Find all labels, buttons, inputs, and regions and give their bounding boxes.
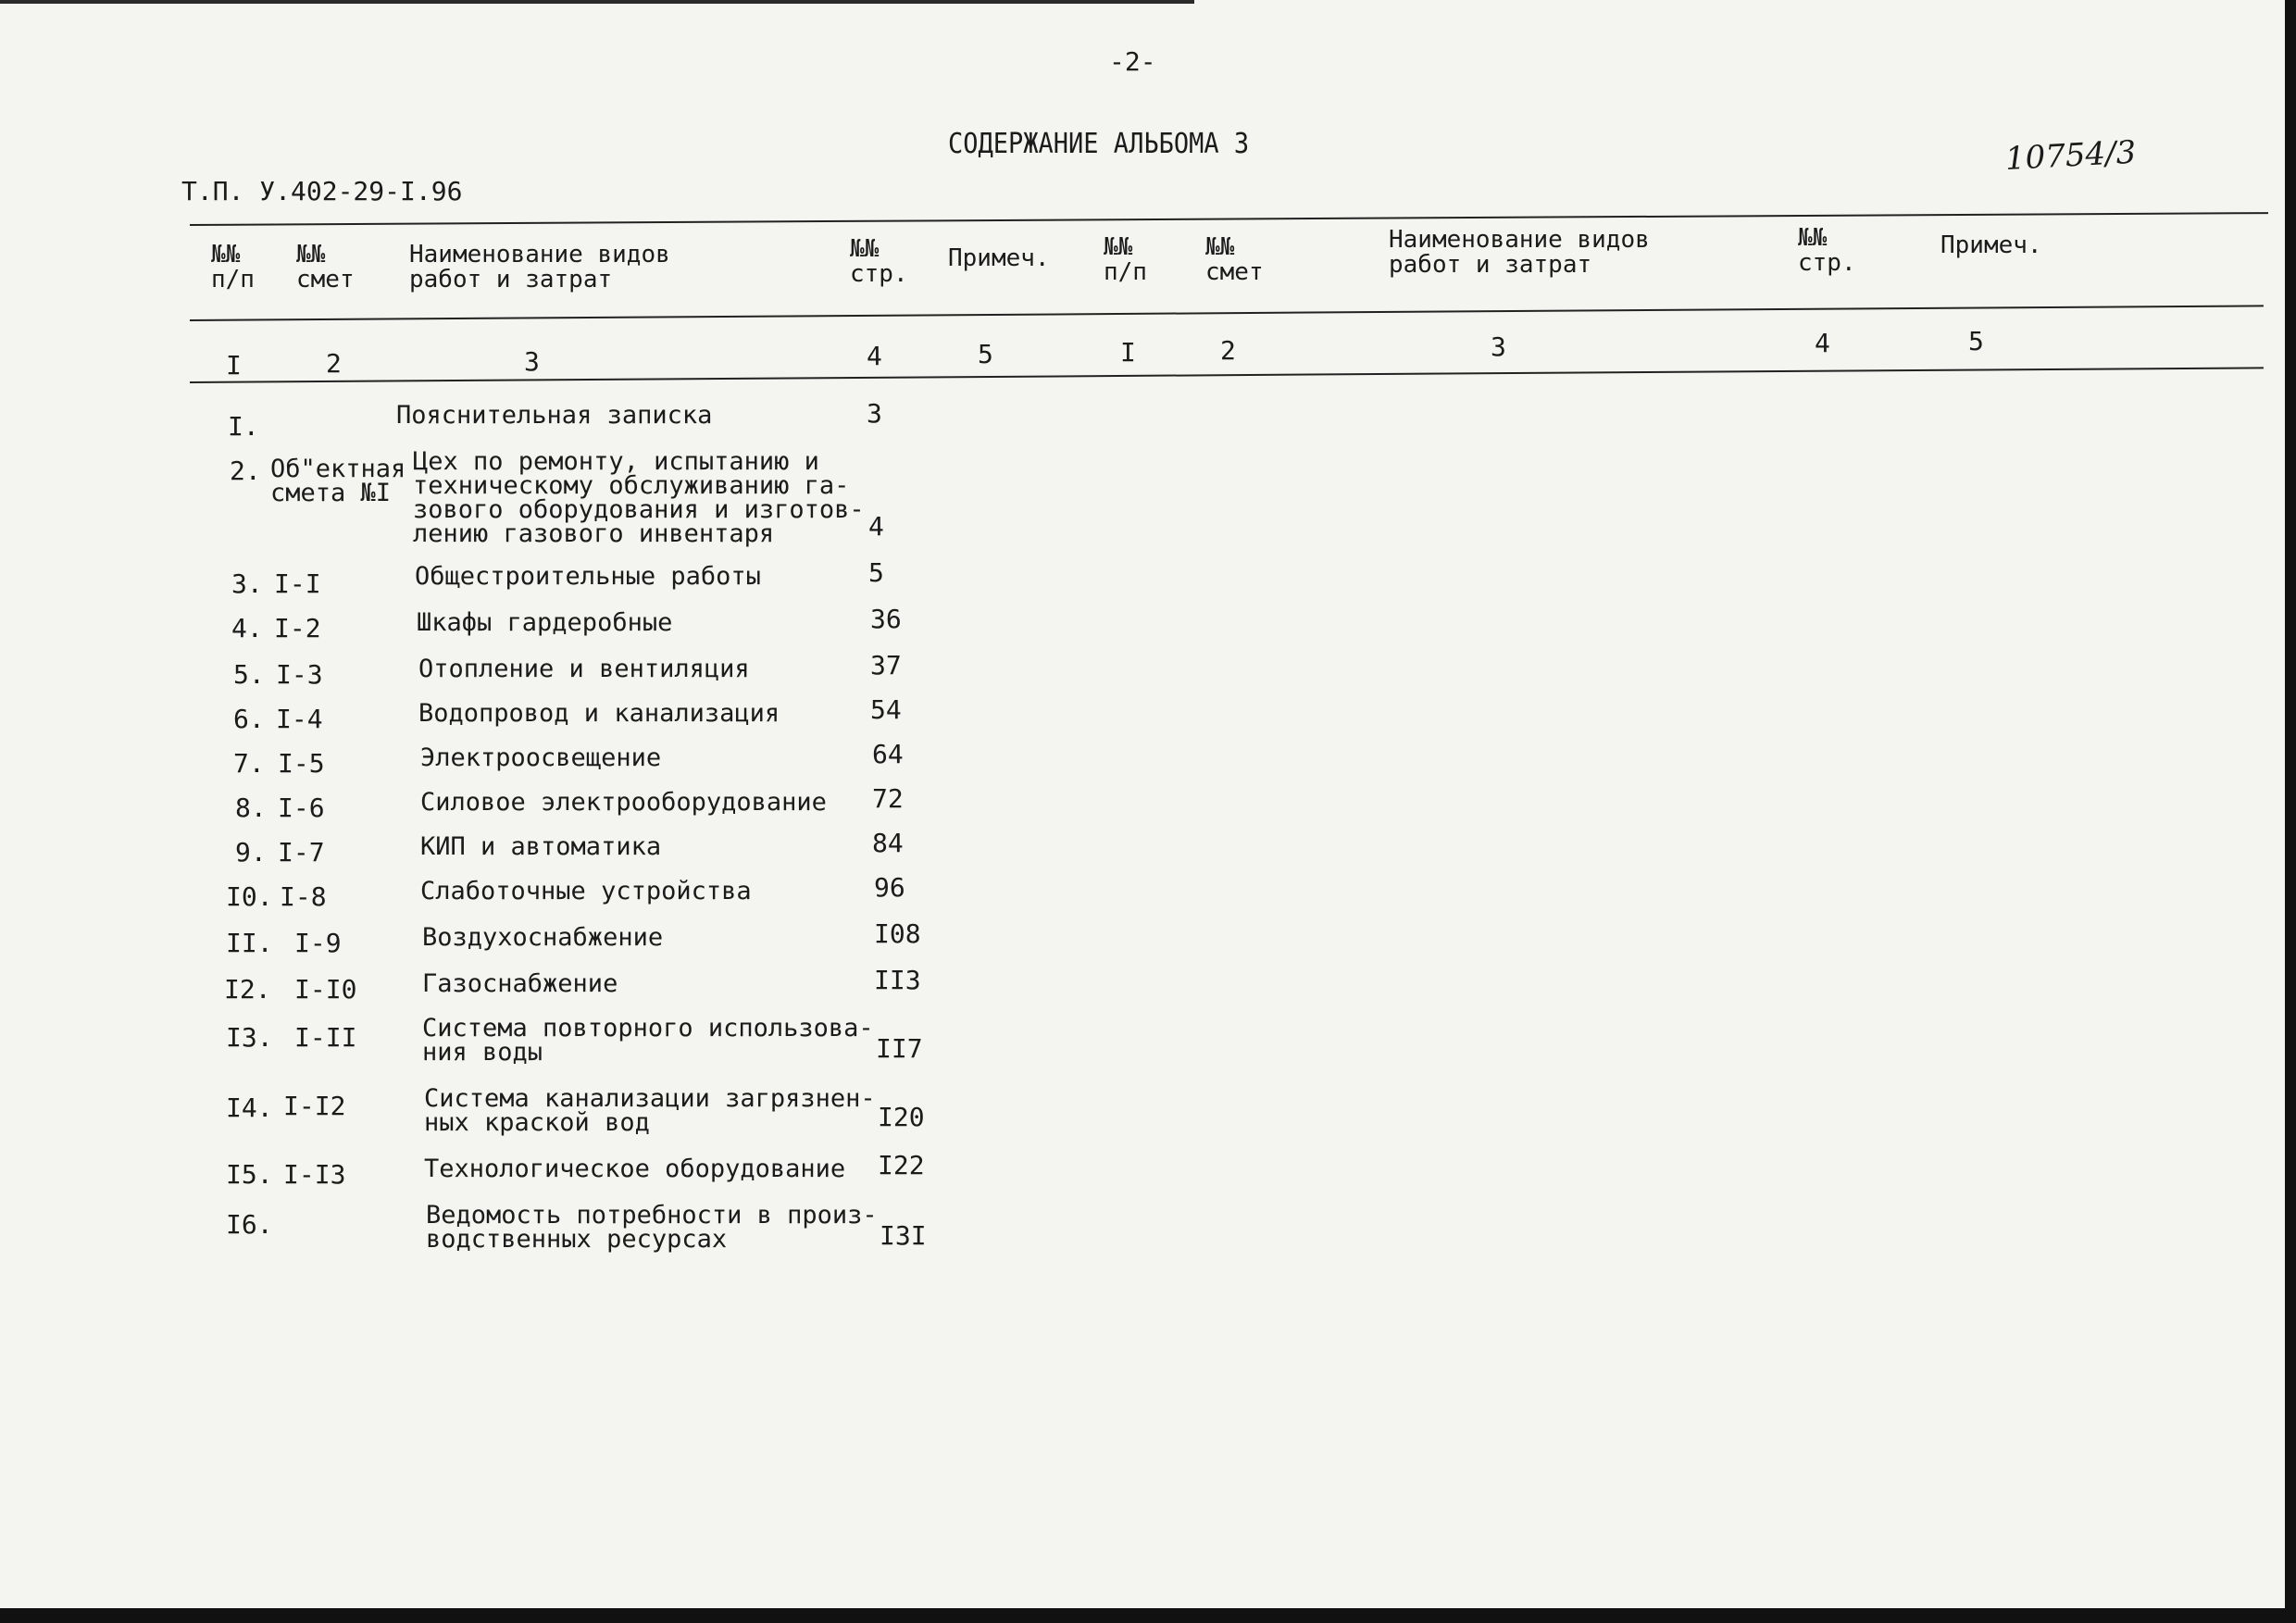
row-smet: I-4	[276, 704, 323, 734]
row-smet: I-2	[274, 613, 321, 643]
row-number: 9.	[235, 837, 267, 868]
row-smet: I-9	[294, 928, 342, 958]
colnum-left-5: 5	[978, 339, 993, 369]
row-number: 2.	[230, 456, 261, 486]
row-page: 36	[870, 604, 902, 634]
row-page: I3I	[880, 1220, 927, 1251]
row-smet: I-I2	[283, 1091, 346, 1121]
row-smet: I-I3	[283, 1159, 346, 1190]
row-name: КИП и автоматика	[420, 832, 662, 861]
row-smet: I-I0	[294, 974, 357, 1005]
row-name: Технологическое оборудование	[424, 1155, 846, 1183]
colnum-left-1: I	[226, 350, 242, 381]
row-number: I4.	[226, 1092, 273, 1123]
colnum-left-3: 3	[524, 346, 540, 377]
row-smet: I-7	[278, 837, 325, 868]
colnum-left-4: 4	[867, 341, 882, 371]
colnum-left-2: 2	[326, 348, 342, 379]
row-page: I22	[878, 1150, 925, 1180]
row-page: I20	[878, 1102, 925, 1132]
row-page: II7	[876, 1033, 923, 1064]
scan-right-edge	[2285, 0, 2296, 1623]
row-name: Слаботочные устройства	[420, 877, 752, 905]
row-name: Шкафы гардеробные	[417, 608, 673, 637]
header-name-left: Наименование видов работ и затрат	[409, 241, 670, 293]
row-name: Водопровод и канализация	[418, 699, 780, 728]
row-page: 72	[872, 783, 904, 814]
row-page: 64	[872, 739, 904, 769]
archive-number-sub: /3	[2104, 133, 2138, 173]
row-page: 37	[870, 650, 902, 680]
row-name: Пояснительная записка	[396, 401, 713, 430]
row-number: I2.	[224, 974, 271, 1005]
row-page: 4	[868, 511, 884, 542]
header-note-left: Примеч.	[948, 244, 1050, 272]
row-page: II3	[874, 965, 921, 995]
row-number: 6.	[233, 704, 265, 734]
row-number: I3.	[226, 1022, 273, 1053]
row-name: Отопление и вентиляция	[418, 655, 750, 683]
header-smet-right: №№ смет	[1205, 233, 1264, 286]
row-page: I08	[874, 918, 921, 949]
row-name: Газоснабжение	[422, 969, 618, 998]
row-page: 3	[867, 398, 882, 429]
project-code: Т.П. У.402-29-I.96	[181, 176, 463, 206]
row-name: Система повторного использова- ния воды	[422, 1014, 874, 1067]
row-name: Цех по ремонту, испытанию и техническому обслуживанию га- зового оборудования и изготов- лению газового инвентаря	[413, 447, 865, 548]
page-number: -2-	[1109, 46, 1156, 77]
header-bottom-rule	[190, 305, 2264, 321]
row-page: 54	[870, 694, 902, 725]
archive-number-main: 10754	[2004, 135, 2107, 178]
document-title: СОДЕРЖАНИЕ АЛЬБОМА 3	[948, 128, 1250, 160]
scan-bottom-edge	[0, 1608, 2296, 1623]
row-page: 96	[874, 872, 905, 903]
row-number: 5.	[233, 659, 265, 690]
header-pp-left: №№ п/п	[211, 241, 255, 293]
header-smet-left: №№ смет	[296, 241, 355, 293]
colnum-right-5: 5	[1968, 326, 1984, 356]
row-page: 84	[872, 828, 904, 858]
row-name: Система канализации загрязнен- ных краской вод	[424, 1084, 876, 1137]
row-number: 8.	[235, 793, 267, 823]
row-number: I5.	[226, 1159, 273, 1190]
colnum-right-1: I	[1120, 337, 1136, 368]
row-name: Электроосвещение	[420, 743, 662, 772]
row-name: Воздухоснабжение	[422, 923, 664, 952]
column-numbers-rule	[190, 367, 2264, 383]
archive-number	[2004, 134, 2137, 178]
colnum-right-3: 3	[1491, 331, 1506, 362]
row-smet: I-5	[278, 748, 325, 779]
row-number: 7.	[233, 748, 265, 779]
row-name: Силовое электрооборудование	[420, 788, 827, 817]
row-name: Ведомость потребности в произ- водственных ресурсах	[426, 1201, 878, 1254]
header-name-right: Наименование видов работ и затрат	[1389, 226, 1650, 279]
row-number: II.	[226, 928, 273, 958]
row-number: 4.	[231, 613, 263, 643]
row-name: Общестроительные работы	[415, 562, 761, 591]
row-number: I.	[228, 411, 259, 442]
row-smet: I-I	[274, 568, 321, 599]
row-smet: I-8	[280, 881, 327, 912]
table-top-rule	[190, 212, 2268, 226]
row-smet: Об"ектная смета №I	[270, 455, 406, 507]
row-smet: I-6	[278, 793, 325, 823]
header-pp-right: №№ п/п	[1104, 233, 1147, 286]
header-page-left: №№ стр.	[850, 235, 908, 288]
header-note-right: Примеч.	[1940, 231, 2042, 259]
scan-top-edge	[0, 0, 1194, 4]
header-page-right: №№ стр.	[1798, 224, 1856, 277]
row-page: 5	[868, 557, 884, 588]
row-smet: I-II	[294, 1022, 357, 1053]
row-smet: I-3	[276, 659, 323, 690]
colnum-right-2: 2	[1220, 335, 1236, 366]
colnum-right-4: 4	[1815, 328, 1830, 358]
row-number: I6.	[226, 1209, 273, 1240]
row-number: I0.	[226, 881, 273, 912]
row-number: 3.	[231, 568, 263, 599]
